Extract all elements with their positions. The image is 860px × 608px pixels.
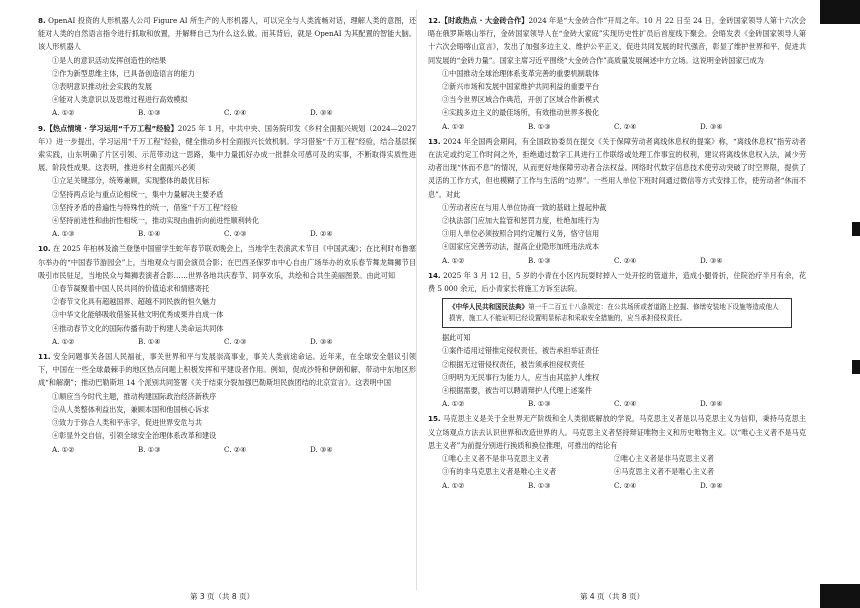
option: ②坚持两点论与重点论相统一，集中力量解决主要矛盾	[52, 189, 224, 199]
option: ②根据无过错侵权责任，被告须承担侵权责任	[442, 359, 585, 369]
option: ④实践多边主义的最佳场所，有效推动世界多极化	[442, 108, 600, 118]
option: ②新兴市场和发展中国家维护共同利益的重要平台	[442, 82, 600, 92]
choice-d: D. ③④	[310, 336, 333, 346]
choice-c: C. ②③	[224, 336, 247, 346]
choice-a: A. ①②	[442, 121, 465, 131]
option: ②作为新型思维主体，已具备创造语言的能力	[52, 68, 195, 78]
question-number: 14.	[428, 270, 441, 280]
choice-d: D. ②④	[310, 229, 333, 239]
question-stem: OpenAI 投资的人形机器人公司 Figure AI 所生产的人形机器人，可以完全与人类流畅对话，理解人类的意图，还能对人类的自然语言指令进行抓取和放置，并解释自己为什么这么做。而其背后，就是 OpenAI 为其配置的智能大脑。该人形机器人	[38, 16, 416, 52]
column-divider	[416, 10, 417, 590]
answer-choices	[428, 254, 806, 267]
question-tag: 【时政热点 · 大金砖合作】	[440, 16, 529, 25]
choice-b: B. ①④	[138, 229, 161, 239]
answer-choices	[428, 479, 806, 492]
choice-a: A. ①②	[442, 255, 465, 265]
law-title: 《中华人民共和国民法典》	[449, 303, 529, 312]
question-number: 8.	[38, 16, 46, 25]
option: ④国家应完善劳动法，提高企业隐形加班违法成本	[442, 242, 600, 252]
law-excerpt-box	[442, 298, 792, 328]
page-number-left: 第 3 页（共 8 页）	[190, 592, 255, 601]
question-number: 12.	[428, 16, 441, 25]
question-stem: 2024 年是“大金砖合作”开局之年。10 月 22 日至 24 日，金砖国家领导人第十六次会晤在俄罗斯喀山举行，金砖国家领导人在“金砖大家庭”实现历史性扩员后首度线下聚会。会晤发表《金砖国家领导人第十六次会晤喀山宣言》，发出了加强多边主义、维护公平正义，促进共同发展的时代强音，彰显了维护世界和平、促进共同发展的“金砖力量”。国家主席习近平围绕“大金砖合作”高质量发展阐述中方立场。这说明金砖国家已成为	[428, 16, 806, 65]
option: ③表明意识推动社会实践的发展	[52, 82, 152, 92]
choice-a: A. ①②	[52, 336, 75, 346]
choice-a: A. ①②	[52, 108, 75, 118]
question-8	[38, 14, 416, 120]
question-11	[38, 350, 416, 456]
option: ①是人的意识活动发挥创造性的结果	[52, 55, 167, 65]
edge-mark	[852, 222, 860, 236]
choice-b: B. ①③	[138, 108, 161, 118]
question-number: 15.	[428, 414, 441, 424]
question-number: 11.	[38, 352, 51, 362]
corner-mark-bottom-right	[820, 584, 860, 608]
option: ③明明为无民事行为能力人，应当由其监护人维权	[442, 372, 600, 382]
option: ③当今世界区域合作典范，开创了区域合作新模式	[442, 95, 600, 105]
option: ②从人类整体利益出发，兼顾本国和他国核心诉求	[52, 404, 210, 414]
option: ④根据需要，被告可以聘请辩护人代理上述案件	[442, 386, 592, 396]
left-column	[38, 14, 416, 456]
option: ①中国推动全球治理体系变革完善的重要机制载体	[442, 68, 600, 78]
choice-a: A. ①②	[442, 399, 465, 409]
choice-c: C. ②④	[614, 255, 637, 265]
choice-b: B. ①③	[528, 399, 551, 409]
question-number: 10.	[38, 244, 51, 254]
option: ①唯心主义者不是非马克思主义者	[442, 454, 550, 464]
choice-b: B. ①③	[528, 121, 551, 131]
choice-d: D. ③④	[700, 121, 723, 131]
page-number-right: 第 4 页（共 8 页）	[580, 592, 645, 601]
question-stem: 安全问题事关各国人民福祉，事关世界和平与发展崇高事业，事关人类前途命运。近年来，在全球安全倡议引领下，中国在一些全球最棘手的地区热点问题上积极发挥和平建设者作用。例如，促成沙特和伊朗和解，带动中东地区形成“和解潮”；推动巴勒斯坦 14 个派别共同签署《关于结束分裂加强巴勒斯坦民族团结的北京宣言》。这表明中国	[38, 352, 416, 388]
choice-d: D. ③④	[700, 399, 723, 409]
question-10	[38, 242, 416, 348]
option: ③用人单位必须按照合同约定履行义务，恪守信用	[442, 229, 600, 239]
choice-d: D. ③④	[700, 480, 723, 490]
choice-b: B. ①③	[528, 255, 551, 265]
choice-b: B. ①③	[138, 444, 161, 454]
question-stem: 马克思主义是关于全世界无产阶级和全人类彻底解放的学说，马克思主义者是以马克思主义为信仰，秉持马克思主义立场观点方法去认识世界和改造世界的人。马克思主义者坚持辩证唯物主义和历史唯物主义。以“唯心主义者不是马克思主义者”为前提分别进行换质和换位推理，可推出的结论有	[428, 414, 806, 450]
corner-mark-top-right	[820, 0, 860, 24]
option: ④能对人类意识以及思维过程进行高效模拟	[52, 95, 188, 105]
answer-choices	[428, 120, 806, 133]
option: ④马克思主义者不是唯心主义者	[614, 467, 714, 477]
option: ①顺应当今时代主题，推动构建国际政治经济新秩序	[52, 391, 217, 401]
question-9	[38, 122, 416, 241]
question-15	[428, 412, 806, 491]
option: ①春节凝聚着中国人民共同的价值追求和情感寄托	[52, 284, 210, 294]
question-number: 9.	[38, 123, 46, 133]
choice-d: D. ③④	[700, 255, 723, 265]
question-number: 13.	[428, 136, 441, 146]
question-tag: 【热点情境 · 学习运用“千万工程”经验】	[45, 123, 178, 133]
answer-choices	[38, 335, 416, 348]
choice-d: D. ③④	[310, 108, 333, 118]
choice-b: B. ①③	[528, 480, 551, 490]
right-column	[428, 14, 806, 492]
option: ③坚持矛盾的普遍性与特殊性的统一，借鉴“千万工程”经验	[52, 202, 238, 212]
option: ④推动春节文化的国际传播有助于构建人类命运共同体	[52, 323, 224, 333]
question-12	[428, 14, 806, 133]
option: ②唯心主义者是非马克思主义者	[614, 454, 714, 464]
choice-d: D. ③④	[310, 444, 333, 454]
edge-mark	[852, 360, 860, 374]
option: ③致力于弥合人类和平赤字，促进世界安危与共	[52, 418, 202, 428]
choice-c: C. ②③	[224, 229, 247, 239]
choice-a: A. ①③	[52, 229, 75, 239]
option: ①立足关键部分，统筹兼顾，实现整体的最优目标	[52, 176, 210, 186]
answer-choices	[38, 227, 416, 240]
option: ②执法部门应加大监管和惩罚力度，杜绝加班行为	[442, 216, 600, 226]
options-grid	[428, 452, 806, 478]
answer-choices	[38, 443, 416, 456]
option: ④彰显外交自信，引领全球安全治理体系改革和建设	[52, 431, 217, 441]
option: ②春节文化具有超越国界、超越不同民族的恒久魅力	[52, 297, 217, 307]
question-stem: 2024 年全国两会期间，有全国政协委员在提交《关于保障劳动者离线休息权的提案》称，“离线休息权”指劳动者在法定或约定工作时间之外，拒绝通过数字工具进行工作联络或处理工作事宜的权利，建议将离线休息权入法，减少劳动者出现“休而不息”的情况，从而更好地保障劳动者合法权益。网络时代数字信息技术使劳动突破了时空界限，提供了灵活的工作方式，但也模糊了工作与生活的“边界”。一些用人单位下班时间通过微信等方式安排工作，使劳动者“休而不息”。对此	[428, 136, 806, 199]
question-14	[428, 269, 806, 411]
answer-choices	[38, 106, 416, 119]
choice-a: A. ①②	[442, 480, 465, 490]
choice-c: C. ②④	[614, 399, 637, 409]
option: ④坚持前进性和曲折性相统一，推动实现由曲折向前进性顺利转化	[52, 216, 260, 226]
choice-c: C. ②④	[224, 444, 247, 454]
answer-choices	[428, 397, 806, 410]
question-stem: 2025 年 1 月，中共中央、国务院印发《乡村全面振兴规划（2024—2027 年）》进一步提出，学习运用“千万工程”经验，健全推动乡村全面振兴长效机制。学习借鉴“千万工程”经验，结合基层探索实践，山东明确了片区引领、示范带动这一思路，集中力量抓好办成一批群众可感可及的实事，不断取得实质性进展、阶段性成果。这表明，推进乡村全面振兴必须	[38, 123, 417, 173]
question-13	[428, 135, 806, 267]
option: ③中华文化能够吸收借鉴其他文明优秀成果并自成一体	[52, 310, 224, 320]
question-stem: 2025 年 3 月 12 日，5 岁的小青在小区内玩耍时掉入一处开挖的管道井，造成小腿骨折，住院治疗半月有余，花费 5 000 余元，后小青家长将施工方诉至法院。	[428, 270, 806, 294]
question-stem: 在 2025 年柏林及渝兰登堡中国留学生蛇年春节联欢晚会上，当地学生表演武术节目《中国武魂》；在比利时布鲁塞尔举办的“中国春节游园会”上，当地观众与面会演员合影；在巴西圣保罗市中心自由广场举办的欢乐春节舞龙舞狮节目吸引市民驻足，当地民众与舞狮表演者合影……世界各地共庆春节、同享欢乐，共绘和合共生美丽图景。由此可知	[38, 244, 416, 280]
option: ③有的非马克思主义者是唯心主义者	[442, 467, 557, 477]
option: ①劳动者应在与用人单位协商一致的基础上提起仲裁	[442, 202, 607, 212]
option: ①案件适用过错推定侵权责任，被告承担举证责任	[442, 346, 600, 356]
choice-a: A. ①②	[52, 444, 75, 454]
choice-c: C. ②④	[614, 121, 637, 131]
choice-c: C. ②④	[224, 108, 247, 118]
question-lead: 据此可知	[442, 333, 471, 343]
choice-c: C. ②④	[614, 480, 637, 490]
choice-b: B. ①④	[138, 336, 161, 346]
law-text: 第一千二百五十八条规定：在公共场所或者道路上挖掘、修缮安装地下设施等造成他人损害，施工人不能证明已经设置明显标志和采取安全措施的，应当承担侵权责任。	[449, 303, 779, 323]
